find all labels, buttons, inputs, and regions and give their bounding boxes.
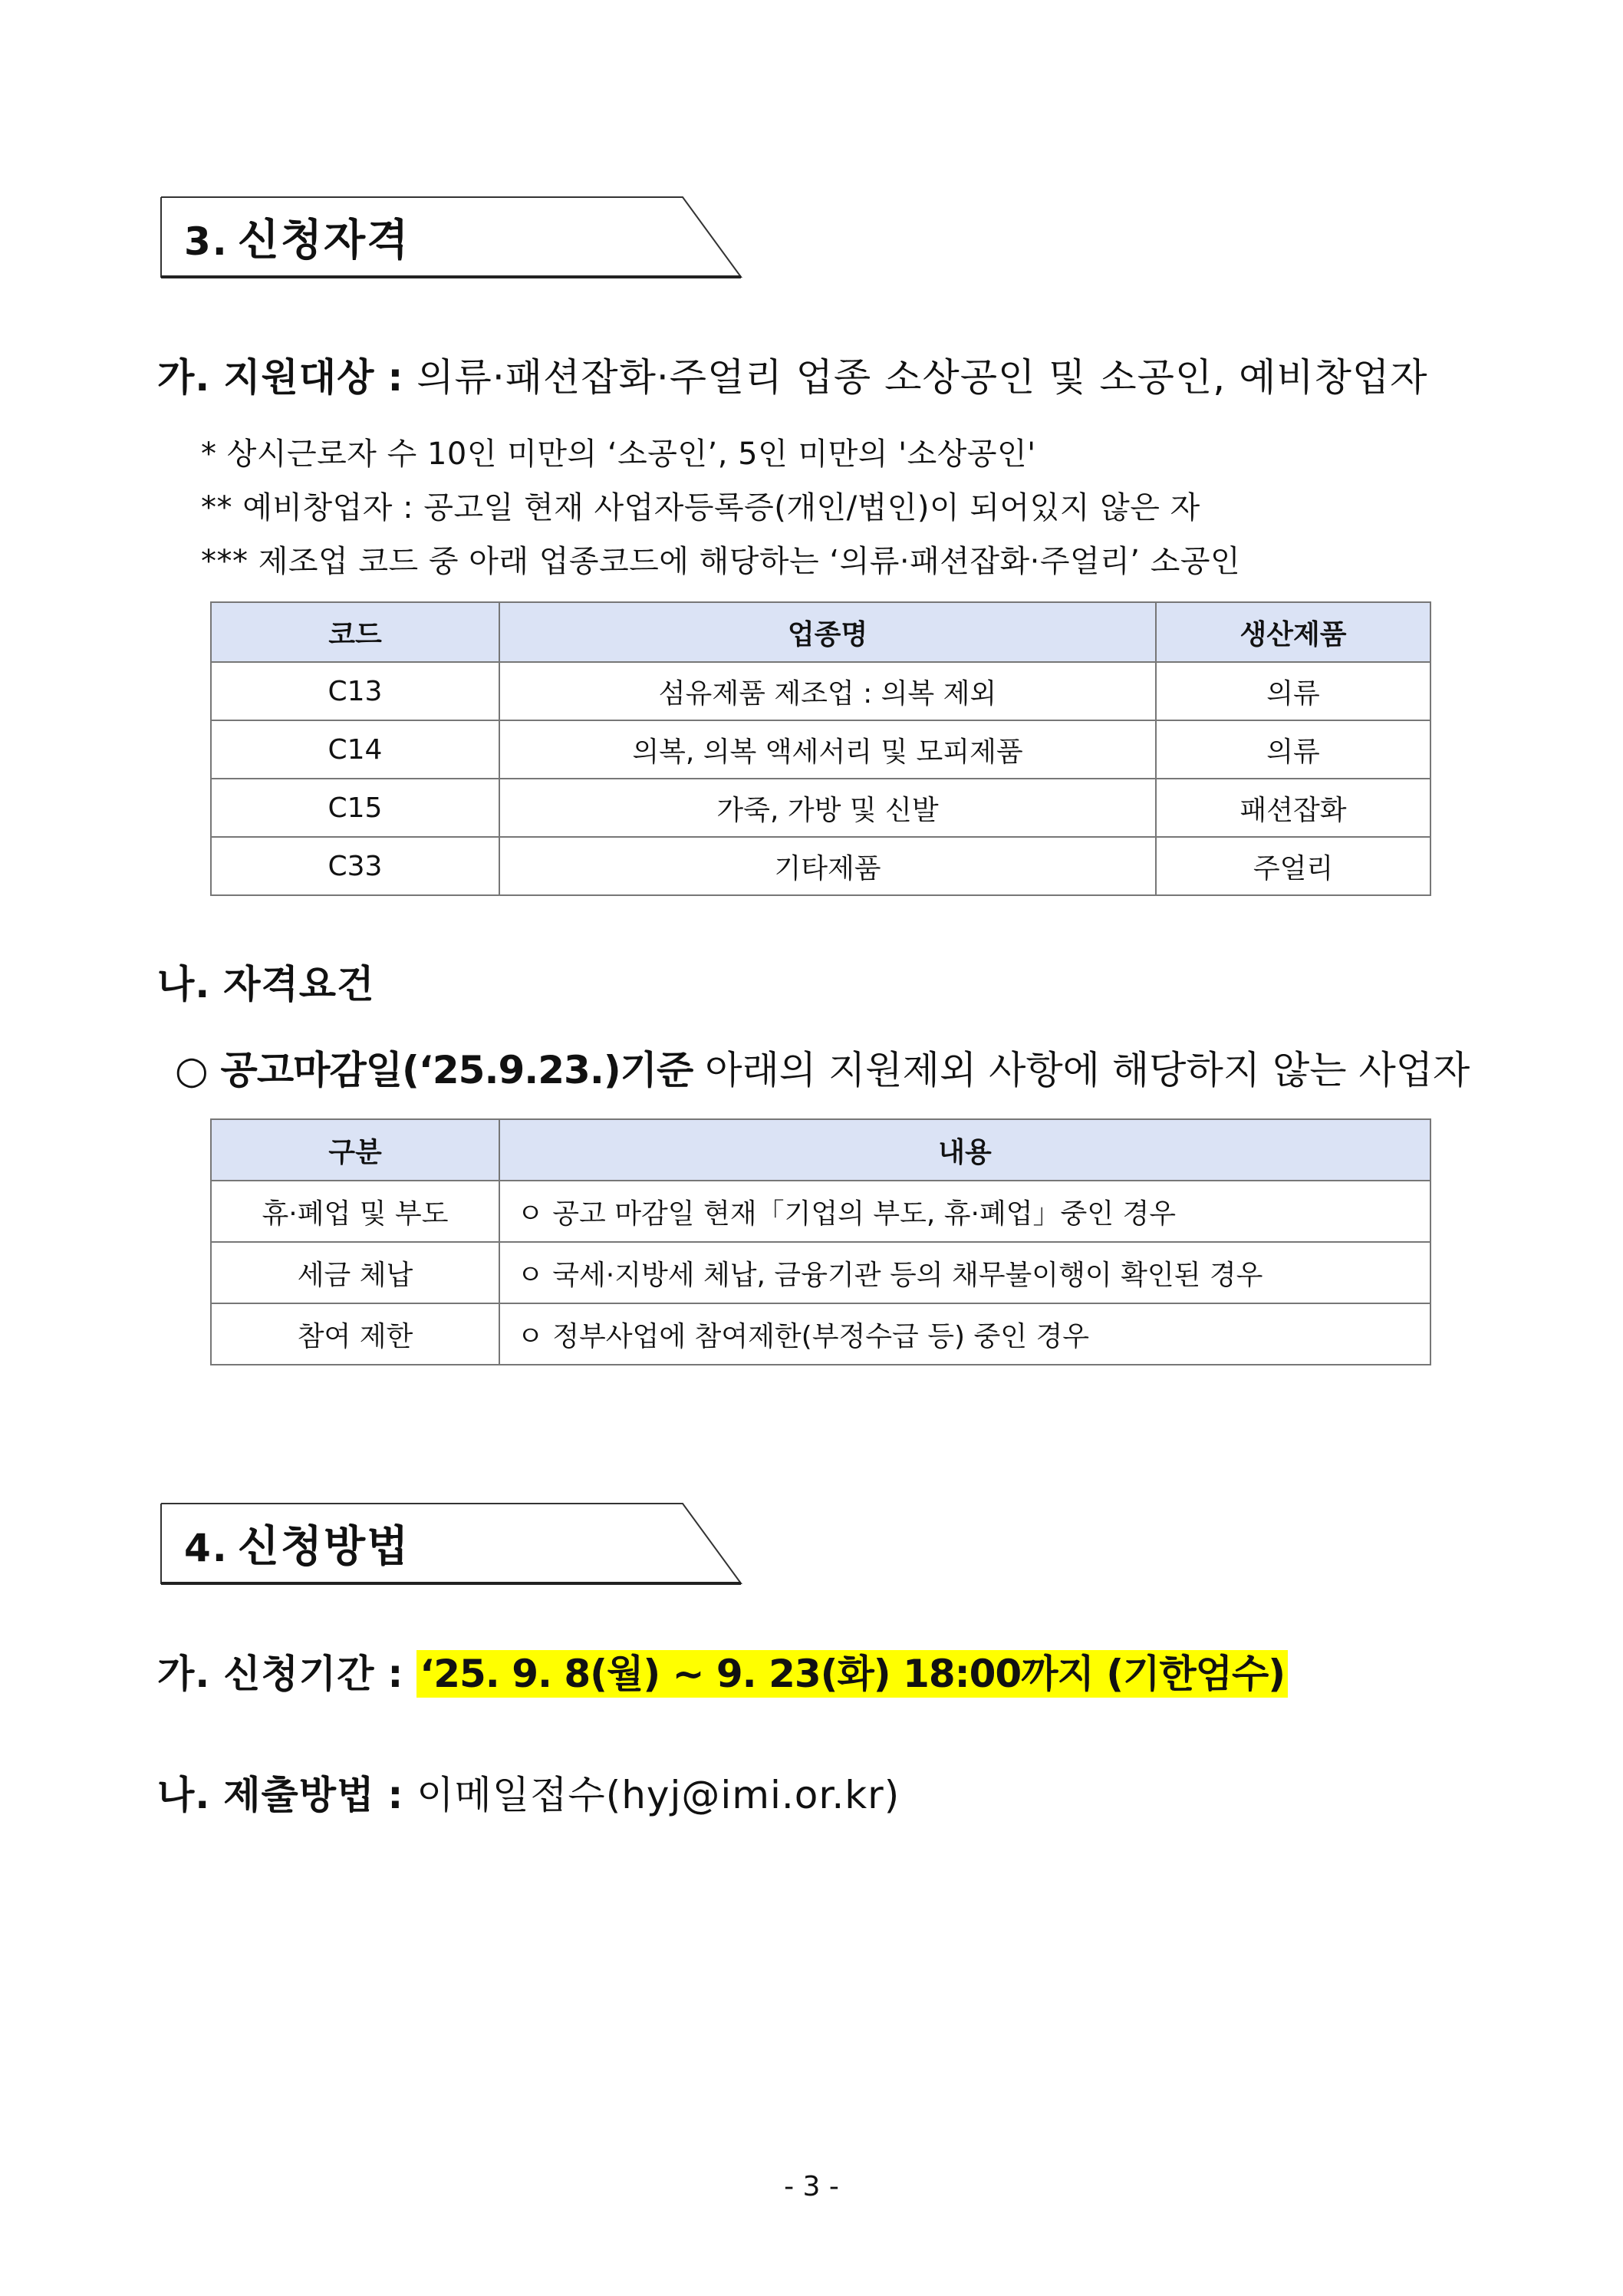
section-number: 3. (184, 219, 229, 264)
header-category: 구분 (211, 1119, 499, 1181)
target-line (157, 347, 1428, 402)
period-label: 신청기간 (223, 1652, 375, 1696)
method-colon: : (387, 1773, 404, 1817)
cell-category: 참여 제한 (211, 1303, 499, 1365)
section-title-text: 신청방법 (237, 1522, 410, 1572)
method-text: 이메일접수(hyj@imi.or.kr) (416, 1773, 900, 1817)
circle-bullet-icon: ○ (175, 1048, 209, 1092)
requirements-prefix: 나. (157, 962, 211, 1006)
requirements-heading (157, 954, 374, 1009)
table-row (211, 1303, 1430, 1365)
method-prefix: 나. (157, 1773, 211, 1817)
table-row (211, 1242, 1430, 1303)
section-3-title (184, 206, 410, 268)
table-row (211, 720, 1430, 779)
target-prefix: 가. (157, 355, 211, 400)
cell-code: C15 (211, 779, 499, 837)
cell-product: 패션잡화 (1156, 779, 1430, 837)
cell-industry: 섬유제품 제조업 : 의복 제외 (499, 662, 1156, 720)
cell-code: C13 (211, 662, 499, 720)
requirements-label: 자격요건 (223, 962, 375, 1006)
cell-content: ㅇ 국세·지방세 체납, 금융기관 등의 채무불이행이 확인된 경우 (499, 1242, 1430, 1303)
target-label: 지원대상 (223, 355, 375, 400)
requirements-line (175, 1039, 1470, 1095)
cell-code: C33 (211, 837, 499, 895)
header-content: 내용 (499, 1119, 1430, 1181)
period-prefix: 가. (157, 1652, 211, 1696)
industry-code-table (210, 601, 1431, 896)
note-1: * 상시근로자 수 10인 미만의 ‘소공인’, 5인 미만의 '소상공인' (201, 436, 1036, 472)
requirements-bold-text: 공고마감일(‘25.9.23.)기준 (220, 1048, 693, 1092)
note-2: ** 예비창업자 : 공고일 현재 사업자등록증(개인/법인)이 되어있지 않은 자 (201, 490, 1200, 525)
cell-category: 세금 체납 (211, 1242, 499, 1303)
cell-code: C14 (211, 720, 499, 779)
period-highlighted-text: ‘25. 9. 8(월) ~ 9. 23(화) 18:00까지 (기한엄수) (416, 1650, 1288, 1698)
cell-product: 의류 (1156, 720, 1430, 779)
period-colon: : (387, 1652, 404, 1696)
period-line (157, 1643, 1288, 1698)
cell-product: 의류 (1156, 662, 1430, 720)
cell-product: 주얼리 (1156, 837, 1430, 895)
target-text: 의류·패션잡화·주얼리 업종 소상공인 및 소공인, 예비창업자 (416, 355, 1428, 400)
exclusion-table (210, 1118, 1431, 1365)
cell-industry: 가죽, 가방 및 신발 (499, 779, 1156, 837)
table-header-row (211, 602, 1430, 662)
cell-category: 휴·폐업 및 부도 (211, 1181, 499, 1242)
method-label: 제출방법 (223, 1773, 375, 1817)
cell-industry: 기타제품 (499, 837, 1156, 895)
header-product: 생산제품 (1156, 602, 1430, 662)
section-3-header (160, 196, 742, 278)
requirements-text: 아래의 지원제외 사항에 해당하지 않는 사업자 (705, 1048, 1470, 1092)
section-4-header (160, 1502, 742, 1585)
method-line (157, 1764, 900, 1820)
section-title-text: 신청자격 (237, 216, 410, 265)
header-code: 코드 (211, 602, 499, 662)
table-row (211, 837, 1430, 895)
table-row (211, 662, 1430, 720)
note-3: *** 제조업 코드 중 아래 업종코드에 해당하는 ‘의류·패션잡화·주얼리’ 소공인 (201, 544, 1241, 579)
table-row (211, 1181, 1430, 1242)
section-4-title (184, 1513, 410, 1574)
page-number: - 3 - (784, 2171, 839, 2202)
cell-content: ㅇ 정부사업에 참여제한(부정수급 등) 중인 경우 (499, 1303, 1430, 1365)
header-industry: 업종명 (499, 602, 1156, 662)
table-header-row (211, 1119, 1430, 1181)
cell-content: ㅇ 공고 마감일 현재「기업의 부도, 휴·폐업」중인 경우 (499, 1181, 1430, 1242)
target-colon: : (387, 355, 404, 400)
cell-industry: 의복, 의복 액세서리 및 모피제품 (499, 720, 1156, 779)
section-number: 4. (184, 1526, 229, 1570)
table-row (211, 779, 1430, 837)
